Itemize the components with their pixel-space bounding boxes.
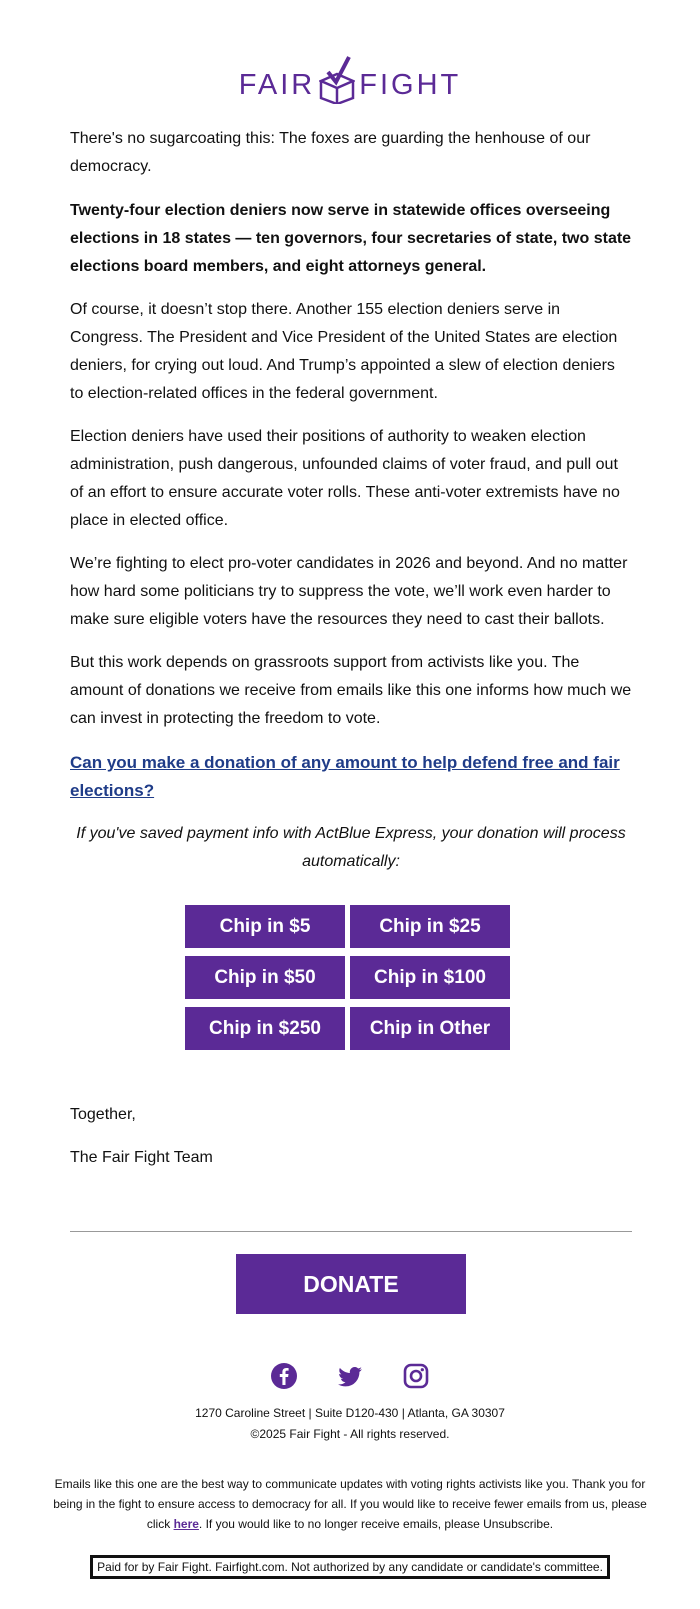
divider: [70, 1231, 632, 1232]
logo-text-left: FAIR: [238, 68, 316, 101]
chip-in-other-button[interactable]: Chip in Other: [350, 1007, 510, 1050]
signoff-team: The Fair Fight Team: [70, 1149, 213, 1166]
chip-in-25-button[interactable]: Chip in $25: [350, 905, 510, 948]
instagram-icon[interactable]: [402, 1362, 430, 1390]
paid-for-disclaimer: Paid for by Fair Fight. Fairfight.com. Not authorized by any candidate or candidate's committee.: [90, 1555, 610, 1579]
paragraph-grassroots: But this work depends on grassroots support from activists like you. The amount of donations we receive from emails like this one informs how much we can invest in protecting the freedom to vote.: [70, 654, 632, 727]
social-links: [0, 1362, 700, 1390]
footer-notice-text-end: . If you would like to no longer receive emails, please Unsubscribe.: [198, 1517, 554, 1531]
chip-in-100-button[interactable]: Chip in $100: [350, 956, 510, 999]
donate-button[interactable]: DONATE: [236, 1254, 466, 1314]
donation-link[interactable]: Can you make a donation of any amount to help defend free and fair elections?: [70, 753, 620, 800]
paragraph-congress: Of course, it doesn’t stop there. Another 155 election deniers serve in Congress. The President and Vice President of the United States are election deniers, for crying out loud. And Trump’s appointed a slew of election deniers to election-related offices in the federal government.: [70, 301, 618, 402]
paragraph-intro: There's no sugarcoating this: The foxes are guarding the henhouse of our democracy.: [70, 130, 591, 175]
signoff: [70, 1101, 632, 1172]
footer-notice: [40, 1474, 660, 1534]
logo-text-right: FIGHT: [359, 68, 462, 101]
paragraph-bold-stat: Twenty-four election deniers now serve in statewide offices overseeing elections in 18 states — ten governors, four secretaries of state, two state elections board members, and eight attorneys general.: [70, 202, 632, 275]
footer-address: 1270 Caroline Street | Suite D120-430 | Atlanta, GA 30307: [195, 1406, 505, 1420]
chip-in-50-button[interactable]: Chip in $50: [185, 956, 345, 999]
chip-in-250-button[interactable]: Chip in $250: [185, 1007, 345, 1050]
paragraph-authority: Election deniers have used their positions of authority to weaken election administration, push dangerous, unfounded claims of voter fraud, and pull out of an effort to ensure accurate voter rolls. These anti-voter extremists have no place in elected office.: [70, 428, 620, 529]
twitter-icon[interactable]: [336, 1362, 364, 1390]
ballot-box-icon: [319, 54, 355, 104]
footer-notice-text: Emails like this one are the best way to communicate updates with voting rights activists like you. Thank you for being in the fight to ensure access to democracy for all. If you would like to receive fewer emails from us, please click: [53, 1477, 647, 1531]
chip-in-buttons: [185, 905, 515, 1050]
email-body: [70, 125, 632, 892]
fair-fight-logo: [0, 60, 700, 110]
actblue-note: If you've saved payment info with ActBlue Express, your donation will process automatically:: [76, 825, 626, 870]
signoff-closing: Together,: [70, 1106, 136, 1123]
paragraph-fighting: We’re fighting to elect pro-voter candidates in 2026 and beyond. And no matter how hard some politicians try to suppress the vote, we’ll work even harder to make sure eligible voters have the resources they need to cast their ballots.: [70, 555, 628, 628]
facebook-icon[interactable]: [270, 1362, 298, 1390]
footer-copyright: ©2025 Fair Fight - All rights reserved.: [250, 1427, 450, 1441]
here-link[interactable]: here: [173, 1517, 199, 1531]
chip-in-5-button[interactable]: Chip in $5: [185, 905, 345, 948]
